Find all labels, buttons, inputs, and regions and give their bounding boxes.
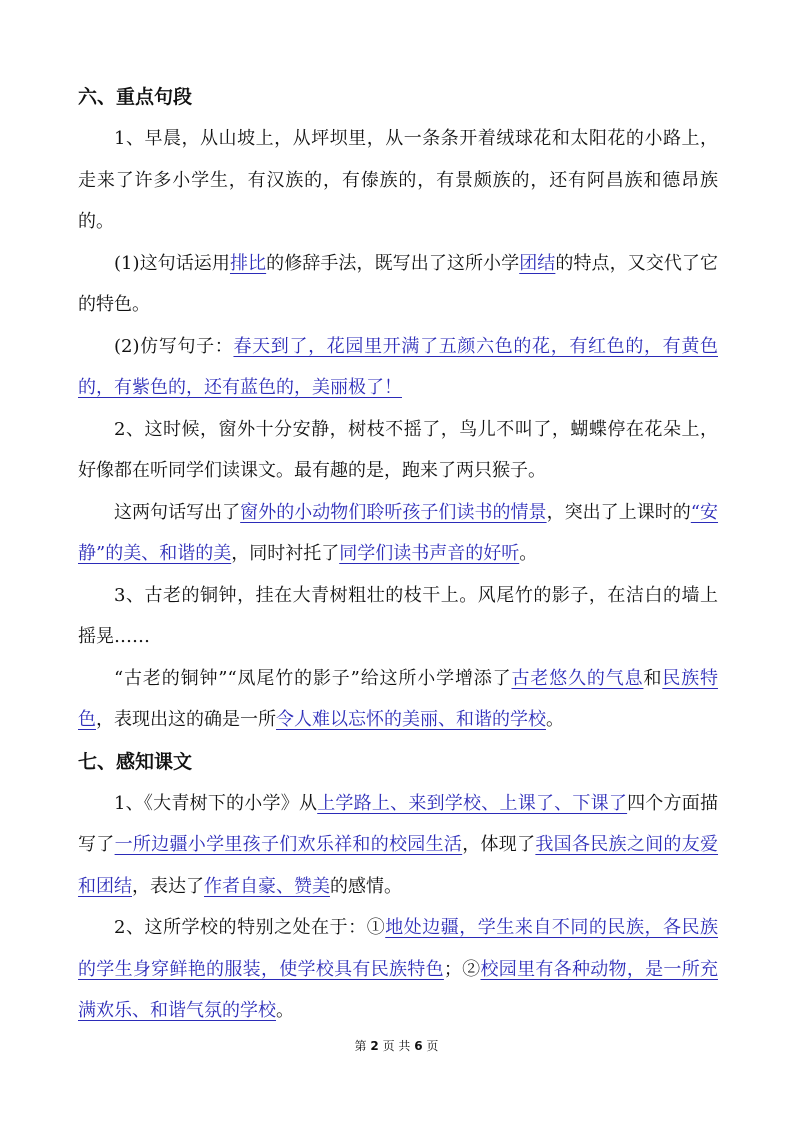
text-segment: ，表达了 — [132, 875, 204, 897]
text-segment: 的感情。 — [330, 875, 402, 897]
analysis-paragraph — [78, 783, 718, 908]
answer-text: “安静”的美、和谐的美 — [78, 501, 719, 564]
text-segment: 这两句话写出了 — [114, 501, 241, 523]
answer-text: 我国各民族之间的友爱和团结 — [78, 834, 719, 897]
analysis-paragraph — [78, 243, 718, 326]
text-segment: ；② — [443, 958, 481, 980]
answer-text: 古老悠久的气息 — [511, 667, 644, 689]
analysis-paragraph — [78, 326, 718, 409]
answer-text: 排比 — [229, 252, 267, 274]
text-segment: ，表现出这的确是一所 — [96, 709, 276, 730]
analysis-paragraph — [78, 492, 718, 575]
excerpt-paragraph: 3、古老的铜钟，挂在大青树粗壮的枝干上。风尾竹的影子，在洁白的墙上摇晃…… — [78, 584, 718, 647]
footer-text: 页 — [426, 1039, 439, 1053]
text-segment: (2)仿写句子： — [114, 335, 234, 357]
footer-text: 页 共 — [382, 1039, 411, 1053]
total-page-number: 6 — [414, 1039, 423, 1053]
page-footer — [0, 1037, 793, 1054]
answer-text: 同学们读书声音的好听 — [339, 543, 520, 564]
analysis-paragraph — [78, 907, 718, 1032]
answer-text: 作者自豪、赞美 — [204, 875, 330, 897]
answer-text: 令人难以忘怀的美丽、和谐的学校 — [276, 709, 546, 730]
footer-text: 第 — [354, 1039, 367, 1053]
text-segment: 2、这所学校的特别之处在于：① — [114, 917, 386, 938]
excerpt-paragraph: 2、这时候，窗外十分安静，树枝不摇了，鸟儿不叫了，蝴蝶停在花朵上，好像都在听同学们读课文。最有趣的是，跑来了两只猴子。 — [78, 418, 718, 481]
analysis-paragraph — [78, 658, 718, 741]
answer-text: 校园里有各种动物，是一所充满欢乐、和谐气氛的学校 — [78, 958, 719, 1021]
text-segment: 的修辞手法，既写出了这所小学 — [266, 252, 520, 274]
answer-text: 上学路上、来到学校、上课了、下课了 — [317, 792, 628, 814]
text-segment: (1)这句话运用 — [114, 252, 230, 274]
page-content — [78, 76, 718, 1032]
text-segment: ，突出了上课时的 — [546, 501, 691, 523]
text-segment: 和 — [643, 667, 663, 689]
text-segment: ，同时衬托了 — [231, 543, 340, 564]
answer-text: 春天到了，花园里开满了五颜六色的花，有红色的，有黄色的，有紫色的，还有蓝色的，美丽极了！ — [78, 335, 718, 398]
text-segment: 。 — [276, 1000, 294, 1021]
text-segment: 的特点，又交代了它的特色。 — [78, 252, 718, 315]
text-segment: 。 — [519, 543, 538, 564]
text-segment: ，体现了 — [462, 834, 536, 855]
text-segment: 。 — [546, 709, 564, 730]
answer-text: 窗外的小动物们聆听孩子们读书的情景 — [240, 501, 547, 523]
text-segment: 四个方面描写了 — [78, 792, 719, 855]
answer-text: 一所边疆小学里孩子们欢乐祥和的校园生活 — [114, 834, 463, 855]
text-segment: 1、《大青树下的小学》从 — [114, 792, 318, 814]
text-segment: “古老的铜钟”“凤尾竹的影子”给这所小学增添了 — [114, 667, 512, 689]
section-heading: 六、重点句段 — [78, 86, 193, 108]
excerpt-paragraph: 1、早晨，从山坡上，从坪坝里，从一条条开着绒球花和太阳花的小路上，走来了许多小学生，有汉族的，有傣族的，有景颇族的，还有阿昌族和德昂族的。 — [78, 128, 718, 232]
answer-text: 地处边疆，学生来自不同的民族，各民族的学生身穿鲜艳的服装，使学校具有民族特色 — [78, 917, 719, 980]
current-page-number: 2 — [370, 1039, 379, 1053]
answer-text: 民族特色 — [78, 667, 719, 730]
section-heading: 七、感知课文 — [78, 750, 193, 773]
answer-text: 团结 — [519, 252, 556, 274]
